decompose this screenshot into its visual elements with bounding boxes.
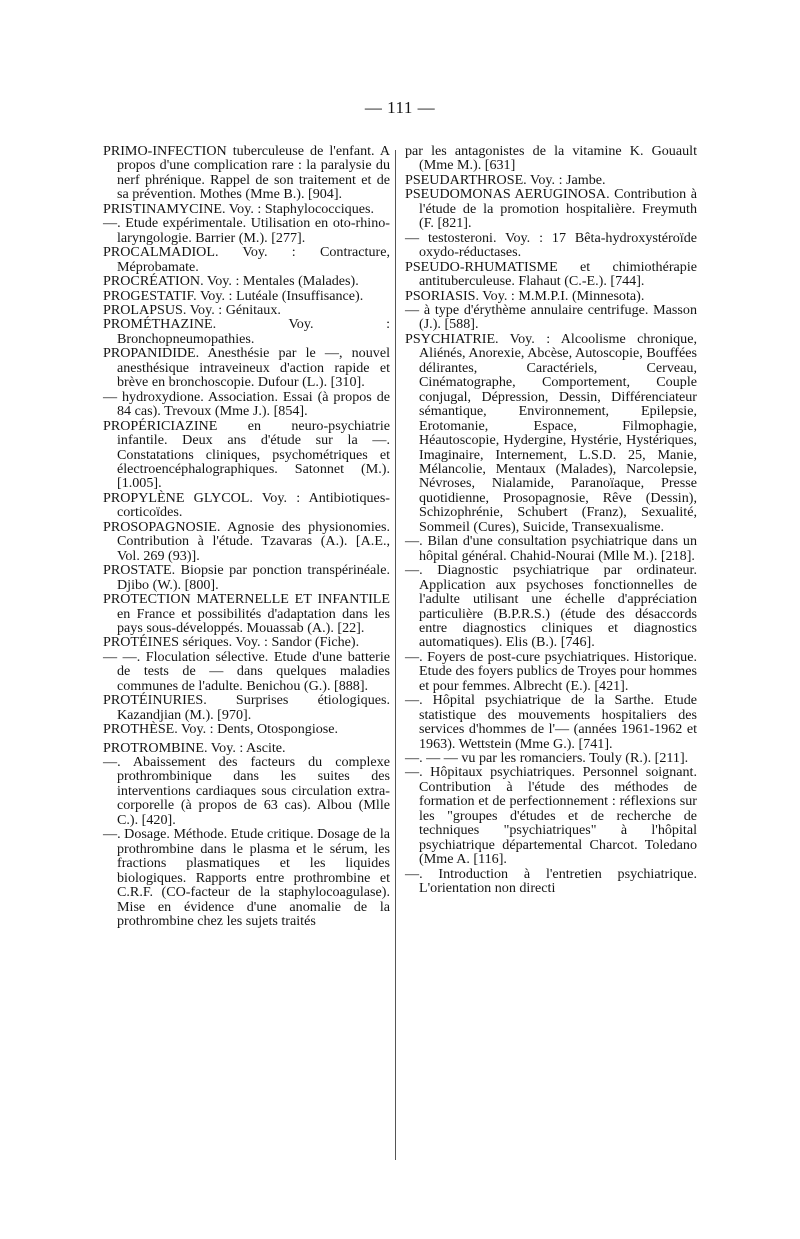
index-entry: PROPÉRICIAZINE en neuro-psychiatrie infantile. Deux ans d'étude sur la —. Constatations cliniques, psychométriques et électroencéphalographiques. Satonnet (M.). [1.005]. — [103, 417, 390, 492]
index-entry: PROTROMBINE. Voy. : Ascite. — [103, 739, 286, 756]
index-entry: —. Dosage. Méthode. Etude critique. Dosage de la prothrombine dans le plasma et le sérum, les fractions plasmatiques et les liquides biologiques. Rapports entre prothrombine et C.R.F. (CO-facteur de la staphylocoagulase). Mise en évidence d'une anomalie de la prothrombine chez les sujets traités — [103, 826, 390, 930]
index-entry: PSEUDARTHROSE. Voy. : Jambe. — [405, 171, 606, 188]
index-entry: PROTÉINURIES. Surprises étiologiques. Kazandjian (M.). [970]. — [103, 692, 390, 723]
index-entry: PSYCHIATRIE. Voy. : Alcoolisme chronique, Aliénés, Anorexie, Abcèse, Autoscopie, Bouffées délirantes, Caractériels, Cerveau, Cinématographe, Comportement, Couple conjugal, Dépression, Dessin, Différenciateur sémantique, Environnement, Epilepsie, Erotomanie, Espace, Filmophagie, Héautoscopie, Hydergine, Hystérie, Hystériques, Imaginaire, Internement, L.S.D. 25, Manie, Mélancolie, Mentaux (Malades), Narcolepsie, Névroses, Nialamide, Paranoïaque, Presse quotidienne, Prosopagnosie, Rêve (Dessin), Schizophrénie, Schubert (Franz), Sexualité, Sommeil (Cures), Suicide, Transexualisme. — [405, 330, 697, 535]
column-divider — [395, 150, 396, 1160]
index-entry: PSEUDO-RHUMATISME et chimiothérapie antituberculeuse. Flahaut (C.-E.). [744]. — [405, 258, 697, 290]
index-entry: — —. Floculation sélective. Etude d'une batterie de tests de — dans quelques maladies communes de l'adulte. Benichou (G.). [888]. — [103, 648, 390, 694]
index-entry: PRISTINAMYCINE. Voy. : Staphylococciques. — [103, 200, 375, 217]
index-entry: PROLAPSUS. Voy. : Génitaux. — [103, 301, 281, 318]
index-entry: PROCALMADIOL. Voy. : Contracture, Méprobamate. — [103, 244, 390, 275]
index-entry: par les antagonistes de la vitamine K. Gouault (Mme M.). [631] — [405, 143, 697, 174]
page-number: — 111 — — [364, 98, 436, 117]
index-entry: —. Diagnostic psychiatrique par ordinateur. Application aux psychoses fonctionnelles de l'adulte utilisant une échelle d'appréciation particulière (B.P.R.S.) (étude des désaccords entre diagnostics cliniques et diagnostics automatiques). Elis (B.). [746]. — [405, 562, 697, 651]
index-entry: PROSOPAGNOSIE. Agnosie des physionomies. Contribution à l'étude. Tzavaras (A.). [A.E., Vol. 269 (93)]. — [103, 518, 390, 564]
index-entry: PROGESTATIF. Voy. : Lutéale (Insuffisance). — [103, 287, 364, 304]
index-entry: —. Hôpitaux psychiatriques. Personnel soignant. Contribution à l'étude des méthodes de formation et de perfectionnement : réflexions sur les "groupes d'études et de recherche de techniques "psychiatriques" à l'hôpital psychiatrique départemental Charcot. Toledano (Mme A. [116]. — [405, 764, 697, 868]
index-entry: PSORIASIS. Voy. : M.M.P.I. (Minnesota). — [405, 287, 645, 304]
index-column-left — [103, 144, 390, 928]
index-entry: PROPYLÈNE GLYCOL. Voy. : Antibiotiques-corticoïdes. — [103, 489, 390, 521]
index-entry: PROCRÉATION. Voy. : Mentales (Malades). — [103, 273, 359, 290]
index-entry: —. Hôpital psychiatrique de la Sarthe. Etude statistique des mouvements hospitaliers des services d'hommes de l'— (années 1961-1962 et 1963). Wettstein (Mme G.). [741]. — [405, 692, 697, 752]
index-entry: —. Bilan d'une consultation psychiatrique dans un hôpital général. Chahid-Nourai (Mlle M.). [218]. — [405, 533, 697, 564]
index-entry: PROSTATE. Biopsie par ponction transpérinéale. Djibo (W.). [800]. — [103, 562, 390, 593]
index-entry: PRIMO-INFECTION tuberculeuse de l'enfant. A propos d'une complication rare : la paralysie du nerf phrénique. Rappel de son traitement et de sa prévention. Mothes (Mme B.). [904]. — [103, 143, 390, 203]
index-entry: —. Foyers de post-cure psychiatriques. Historique. Etude des foyers publics de Troyes pour hommes et pour femmes. Albrecht (E.). [421]. — [405, 648, 697, 694]
index-entry: PROTECTION MATERNELLE ET INFANTILE en France et possibilités d'adaptation dans les pays sous-développés. Mouassab (A.). [22]. — [103, 591, 390, 636]
index-column-right — [405, 144, 697, 896]
index-entry: —. Abaissement des facteurs du complexe prothrombinique dans les suites des interventions cardiaques sous circulation extra-corporelle (à propos de 63 cas). Albou (Mlle C.). [420]. — [103, 754, 390, 828]
index-entry: PROPANIDIDE. Anesthésie par le —, nouvel anesthésique intraveineux d'action rapide et brève en bronchoscopie. Dufour (L.). [310]. — [103, 345, 390, 391]
index-entry: — testosteroni. Voy. : 17 Bêta-hydroxystéroïde oxydo-réductases. — [405, 229, 697, 261]
index-entry: — à type d'érythème annulaire centrifuge. Masson (J.). [588]. — [405, 301, 697, 333]
index-entry: PROTÉINES sériques. Voy. : Sandor (Fiche). — [103, 634, 360, 651]
index-entry: —. Introduction à l'entretien psychiatrique. L'orientation non directi — [405, 865, 697, 897]
index-entry: PSEUDOMONAS AERUGINOSA. Contribution à l'étude de la promotion hospitalière. Freymuth (F. [821]. — [405, 186, 697, 232]
index-entry: —. Etude expérimentale. Utilisation en oto-rhino-laryngologie. Barrier (M.). [277]. — [103, 215, 390, 246]
index-entry: PROMÉTHAZINE. Voy. : Bronchopneumopathies. — [103, 316, 390, 347]
index-entry: — hydroxydione. Association. Essai (à propos de 84 cas). Trevoux (Mme J.). [854]. — [103, 388, 390, 420]
index-entry: —. — — vu par les romanciers. Touly (R.). [211]. — [405, 750, 689, 767]
index-entry: PROTHÈSE. Voy. : Dents, Otospongiose. — [103, 721, 339, 738]
